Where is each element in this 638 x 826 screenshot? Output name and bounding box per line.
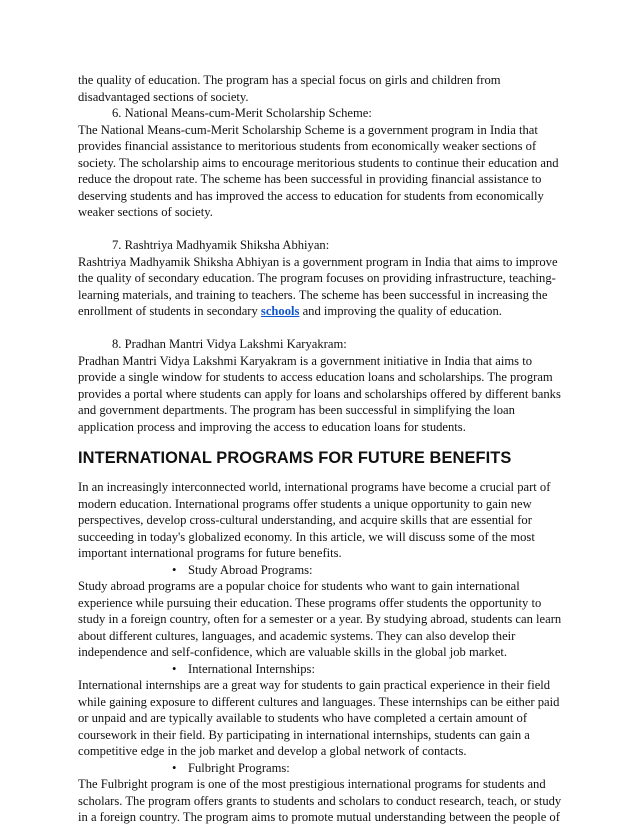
text-line: and government departments. The program has been successful in simplifying the loan — [78, 403, 515, 417]
list-item-heading-7: 7. Rashtriya Madhyamik Shiksha Abhiyan: — [112, 238, 330, 252]
text-line: application process and improving the access to education loans for students. — [78, 419, 466, 434]
text-line: experience while pursuing their education. These programs offer students the opportunity to — [78, 595, 542, 610]
text-line: weaker sections of society. — [78, 205, 213, 219]
text-line: disadvantaged sections of society. — [78, 89, 249, 104]
list-item-heading-6: 6. National Means-cum-Merit Scholarship Scheme: — [112, 106, 372, 120]
section-title: INTERNATIONAL PROGRAMS FOR FUTURE BENEFITS — [78, 449, 512, 467]
text-line: scholars. The program offers grants to students and scholars to conduct research, teach, or study — [78, 793, 562, 808]
text-fragment: enrollment of students in secondary — [78, 304, 261, 318]
bullet-heading-internships — [78, 661, 566, 678]
text-line: modern education. International programs offer students a unique opportunity to gain new — [78, 496, 532, 511]
text-line: in a foreign country. The program aims to promote mutual understanding between the people of — [78, 810, 560, 824]
list-item-heading-8: 8. Pradhan Mantri Vidya Lakshmi Karyakram: — [112, 337, 347, 351]
text-line: International internships are a great way for students to gain practical experience in their field — [78, 678, 551, 692]
text-line: study in a foreign country, often for a semester or a year. By studying abroad, students can learn — [78, 612, 562, 626]
text-line: Study abroad programs are a popular choice for students who want to gain international — [78, 579, 520, 593]
text-line: The Fulbright program is one of the most prestigious international programs for students and — [78, 777, 546, 791]
text-line: while gaining exposure to different cultures and languages. These internships can be either paid — [78, 694, 560, 709]
text-line: perspectives, develop cross-cultural understanding, and acquire skills that are essential for — [78, 513, 532, 527]
text-line: about different cultures, languages, and academic systems. They can also develop their — [78, 628, 516, 643]
bullet-heading-study-abroad — [78, 562, 566, 579]
text-line: independence and self-confidence, which are valuable skills in the global job market. — [78, 645, 508, 659]
schools-link[interactable]: schools — [260, 304, 300, 318]
text-line-with-link — [78, 303, 566, 320]
text-line: competitive edge in the job market and develop a global network of contacts. — [78, 744, 467, 758]
bullet-label: Fulbright Programs: — [188, 760, 290, 775]
text-line: learning materials, and training to teachers. The scheme has been successful in increasing the — [78, 287, 548, 302]
text-line: coursework in their field. By participating in international internships, students can gain a — [78, 727, 530, 742]
text-line: or unpaid and are typically available to students who have completed a certain amount of — [78, 711, 528, 725]
bullet-icon: • — [172, 661, 177, 676]
text-line: Rashtriya Madhyamik Shiksha Abhiyan is a government program in India that aims to improve — [78, 254, 558, 269]
bullet-label: Study Abroad Programs: — [188, 562, 313, 577]
text-line: Pradhan Mantri Vidya Lakshmi Karyakram is a government initiative in India that aims to — [78, 353, 533, 368]
text-line: deserving students and has improved the access to education for students from economically — [78, 188, 544, 203]
text-line: the quality of secondary education. The program focuses on providing infrastructure, teaching- — [78, 271, 556, 285]
text-fragment: and improving the quality of education. — [299, 304, 502, 318]
text-line: provides financial assistance to meritorious students from economically weaker sections of — [78, 139, 537, 153]
text-line: succeeding in today's globalized economy. In this article, we will discuss some of the most — [78, 529, 535, 544]
bullet-icon: • — [172, 562, 177, 577]
text-line: provide a single window for students to access education loans and scholarships. The program — [78, 370, 553, 384]
text-line: society. The scholarship aims to encourage meritorious students to continue their education and — [78, 155, 559, 170]
bullet-icon: • — [172, 760, 177, 775]
text-line: important international programs for future benefits. — [78, 546, 342, 560]
bullet-label: International Internships: — [188, 661, 315, 676]
text-line: In an increasingly interconnected world, international programs have become a crucial part of — [78, 480, 551, 494]
text-line: the quality of education. The program has a special focus on girls and children from — [78, 73, 501, 87]
text-line: provides a portal where students can apply for loans and scholarships offered by different banks — [78, 386, 561, 401]
text-line: reduce the dropout rate. The scheme has been successful in providing financial assistance to — [78, 172, 542, 186]
bullet-heading-fulbright — [78, 760, 566, 777]
text-line: The National Means-cum-Merit Scholarship Scheme is a government program in India that — [78, 122, 538, 137]
